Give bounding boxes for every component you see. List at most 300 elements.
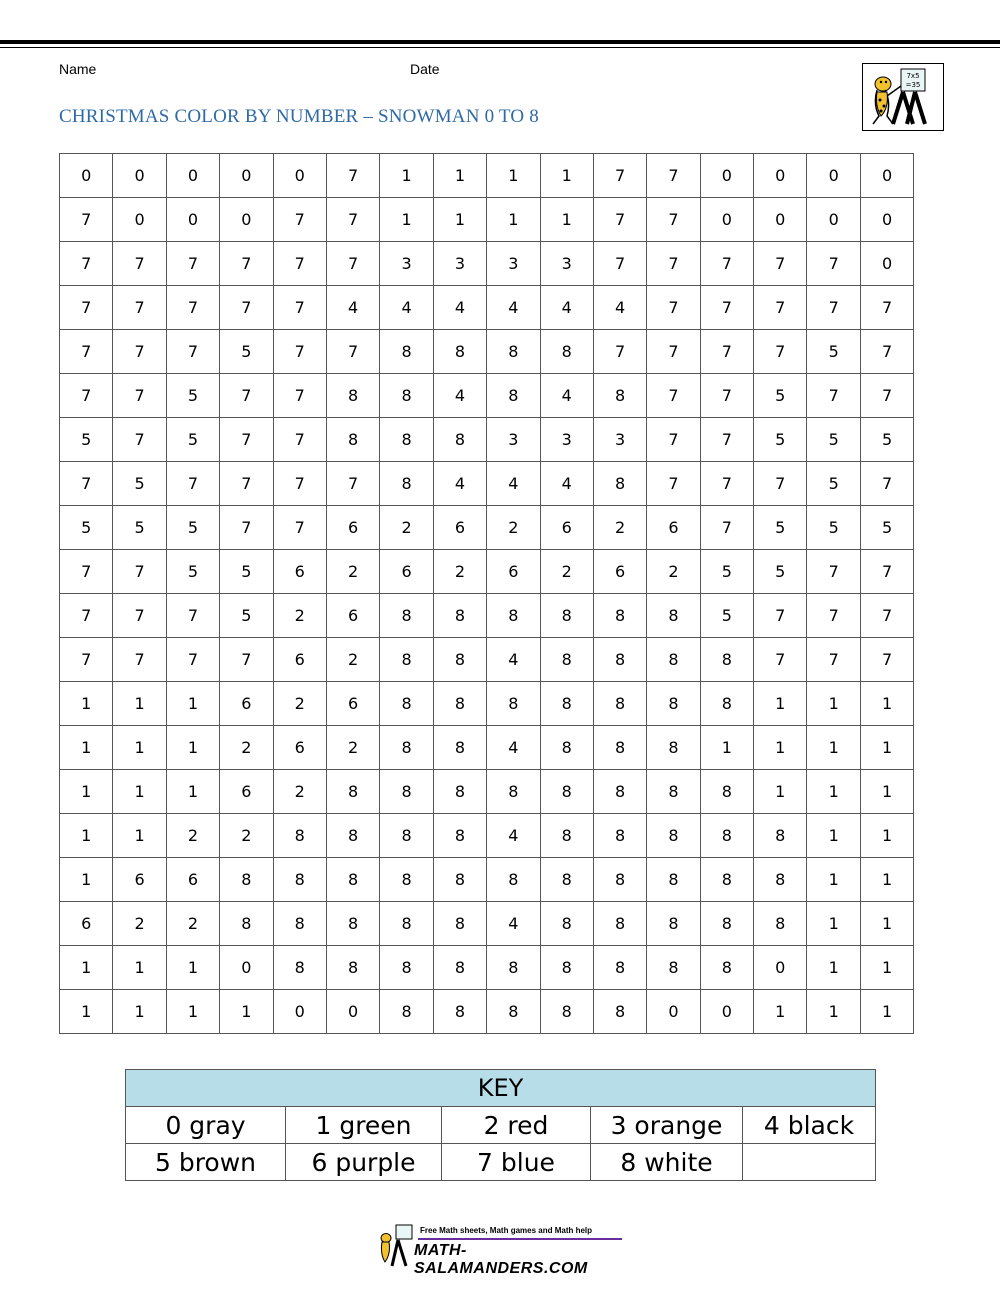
grid-cell[interactable]: 8 [380, 902, 433, 946]
grid-cell[interactable]: 6 [326, 682, 379, 726]
grid-cell[interactable]: 1 [166, 726, 219, 770]
grid-cell[interactable]: 8 [593, 726, 646, 770]
grid-cell[interactable]: 8 [647, 902, 700, 946]
grid-cell[interactable]: 5 [220, 594, 273, 638]
grid-cell[interactable]: 0 [166, 154, 219, 198]
grid-cell[interactable]: 8 [380, 330, 433, 374]
grid-cell[interactable]: 8 [540, 858, 593, 902]
grid-cell[interactable]: 7 [860, 638, 913, 682]
grid-cell[interactable]: 8 [433, 902, 486, 946]
grid-cell[interactable]: 5 [60, 506, 113, 550]
grid-cell[interactable]: 7 [807, 638, 860, 682]
grid-cell[interactable]: 8 [487, 594, 540, 638]
grid-cell[interactable]: 8 [593, 638, 646, 682]
grid-cell[interactable]: 8 [593, 594, 646, 638]
grid-cell[interactable]: 0 [754, 198, 807, 242]
grid-cell[interactable]: 7 [60, 550, 113, 594]
grid-cell[interactable]: 7 [166, 330, 219, 374]
grid-cell[interactable]: 7 [220, 418, 273, 462]
grid-cell[interactable]: 2 [380, 506, 433, 550]
grid-cell[interactable]: 1 [807, 814, 860, 858]
grid-cell[interactable]: 1 [860, 990, 913, 1034]
grid-cell[interactable]: 7 [754, 638, 807, 682]
grid-cell[interactable]: 2 [166, 902, 219, 946]
grid-cell[interactable]: 8 [273, 814, 326, 858]
grid-cell[interactable]: 6 [220, 770, 273, 814]
grid-cell[interactable]: 1 [807, 858, 860, 902]
grid-cell[interactable]: 1 [113, 770, 166, 814]
grid-cell[interactable]: 7 [647, 154, 700, 198]
grid-cell[interactable]: 8 [700, 858, 753, 902]
grid-cell[interactable]: 8 [380, 858, 433, 902]
grid-cell[interactable]: 2 [273, 682, 326, 726]
grid-cell[interactable]: 2 [326, 726, 379, 770]
grid-cell[interactable]: 8 [754, 858, 807, 902]
grid-cell[interactable]: 7 [113, 418, 166, 462]
grid-cell[interactable]: 8 [433, 770, 486, 814]
grid-cell[interactable]: 5 [807, 330, 860, 374]
grid-cell[interactable]: 4 [380, 286, 433, 330]
grid-cell[interactable]: 3 [540, 242, 593, 286]
grid-cell[interactable]: 8 [754, 814, 807, 858]
grid-cell[interactable]: 8 [540, 594, 593, 638]
grid-cell[interactable]: 8 [647, 814, 700, 858]
grid-cell[interactable]: 2 [593, 506, 646, 550]
grid-cell[interactable]: 7 [220, 506, 273, 550]
grid-cell[interactable]: 6 [326, 506, 379, 550]
grid-cell[interactable]: 7 [60, 330, 113, 374]
grid-cell[interactable]: 8 [433, 858, 486, 902]
grid-cell[interactable]: 1 [166, 682, 219, 726]
grid-cell[interactable]: 7 [807, 286, 860, 330]
grid-cell[interactable]: 6 [166, 858, 219, 902]
grid-cell[interactable]: 5 [860, 418, 913, 462]
grid-cell[interactable]: 6 [273, 638, 326, 682]
grid-cell[interactable]: 8 [326, 770, 379, 814]
grid-cell[interactable]: 7 [700, 330, 753, 374]
grid-cell[interactable]: 8 [593, 902, 646, 946]
grid-cell[interactable]: 5 [754, 550, 807, 594]
grid-cell[interactable]: 3 [593, 418, 646, 462]
grid-cell[interactable]: 3 [487, 242, 540, 286]
grid-cell[interactable]: 1 [860, 946, 913, 990]
grid-cell[interactable]: 7 [754, 462, 807, 506]
grid-cell[interactable]: 5 [807, 418, 860, 462]
grid-cell[interactable]: 8 [700, 682, 753, 726]
grid-cell[interactable]: 7 [326, 198, 379, 242]
grid-cell[interactable]: 7 [273, 242, 326, 286]
grid-cell[interactable]: 5 [60, 418, 113, 462]
grid-cell[interactable]: 1 [166, 990, 219, 1034]
grid-cell[interactable]: 8 [593, 374, 646, 418]
grid-cell[interactable]: 8 [380, 594, 433, 638]
grid-cell[interactable]: 8 [433, 814, 486, 858]
grid-cell[interactable]: 8 [593, 858, 646, 902]
grid-cell[interactable]: 6 [433, 506, 486, 550]
grid-cell[interactable]: 2 [326, 550, 379, 594]
grid-cell[interactable]: 5 [113, 506, 166, 550]
grid-cell[interactable]: 6 [113, 858, 166, 902]
grid-cell[interactable]: 0 [860, 154, 913, 198]
grid-cell[interactable]: 1 [60, 858, 113, 902]
grid-cell[interactable]: 8 [380, 638, 433, 682]
grid-cell[interactable]: 8 [380, 726, 433, 770]
grid-cell[interactable]: 8 [700, 770, 753, 814]
grid-cell[interactable]: 7 [60, 638, 113, 682]
grid-cell[interactable]: 1 [860, 902, 913, 946]
grid-cell[interactable]: 8 [540, 726, 593, 770]
grid-cell[interactable]: 7 [807, 594, 860, 638]
grid-cell[interactable]: 1 [60, 726, 113, 770]
grid-cell[interactable]: 7 [647, 198, 700, 242]
grid-cell[interactable]: 1 [113, 726, 166, 770]
grid-cell[interactable]: 1 [807, 726, 860, 770]
grid-cell[interactable]: 1 [220, 990, 273, 1034]
grid-cell[interactable]: 7 [113, 242, 166, 286]
grid-cell[interactable]: 7 [220, 374, 273, 418]
grid-cell[interactable]: 8 [380, 946, 433, 990]
grid-cell[interactable]: 5 [860, 506, 913, 550]
grid-cell[interactable]: 6 [60, 902, 113, 946]
grid-cell[interactable]: 8 [326, 814, 379, 858]
grid-cell[interactable]: 7 [273, 462, 326, 506]
grid-cell[interactable]: 0 [807, 154, 860, 198]
grid-cell[interactable]: 0 [113, 198, 166, 242]
grid-cell[interactable]: 7 [60, 374, 113, 418]
grid-cell[interactable]: 7 [593, 154, 646, 198]
grid-cell[interactable]: 7 [593, 198, 646, 242]
grid-cell[interactable]: 0 [700, 990, 753, 1034]
grid-cell[interactable]: 0 [113, 154, 166, 198]
grid-cell[interactable]: 8 [487, 770, 540, 814]
grid-cell[interactable]: 8 [380, 462, 433, 506]
grid-cell[interactable]: 8 [220, 858, 273, 902]
grid-cell[interactable]: 4 [540, 374, 593, 418]
grid-cell[interactable]: 7 [113, 638, 166, 682]
grid-cell[interactable]: 2 [273, 594, 326, 638]
grid-cell[interactable]: 7 [647, 374, 700, 418]
grid-cell[interactable]: 8 [540, 814, 593, 858]
grid-cell[interactable]: 0 [326, 990, 379, 1034]
grid-cell[interactable]: 8 [433, 418, 486, 462]
grid-cell[interactable]: 7 [60, 198, 113, 242]
grid-cell[interactable]: 7 [326, 154, 379, 198]
grid-cell[interactable]: 7 [166, 462, 219, 506]
grid-cell[interactable]: 7 [273, 198, 326, 242]
grid-cell[interactable]: 5 [700, 550, 753, 594]
grid-cell[interactable]: 0 [220, 154, 273, 198]
grid-cell[interactable]: 7 [273, 418, 326, 462]
grid-cell[interactable]: 7 [754, 330, 807, 374]
grid-cell[interactable]: 1 [113, 946, 166, 990]
grid-cell[interactable]: 5 [166, 418, 219, 462]
grid-cell[interactable]: 7 [700, 374, 753, 418]
grid-cell[interactable]: 8 [487, 858, 540, 902]
grid-cell[interactable]: 4 [487, 638, 540, 682]
grid-cell[interactable]: 8 [487, 682, 540, 726]
grid-cell[interactable]: 1 [433, 154, 486, 198]
grid-cell[interactable]: 7 [860, 374, 913, 418]
grid-cell[interactable]: 7 [60, 286, 113, 330]
grid-cell[interactable]: 7 [60, 242, 113, 286]
grid-cell[interactable]: 8 [433, 726, 486, 770]
grid-cell[interactable]: 8 [487, 330, 540, 374]
grid-cell[interactable]: 1 [166, 946, 219, 990]
grid-cell[interactable]: 8 [540, 682, 593, 726]
grid-cell[interactable]: 0 [700, 154, 753, 198]
grid-cell[interactable]: 8 [487, 374, 540, 418]
grid-cell[interactable]: 8 [593, 990, 646, 1034]
grid-cell[interactable]: 0 [273, 990, 326, 1034]
grid-cell[interactable]: 4 [433, 374, 486, 418]
grid-cell[interactable]: 0 [647, 990, 700, 1034]
grid-cell[interactable]: 4 [487, 902, 540, 946]
grid-cell[interactable]: 8 [700, 946, 753, 990]
grid-cell[interactable]: 8 [540, 946, 593, 990]
grid-cell[interactable]: 7 [220, 462, 273, 506]
grid-cell[interactable]: 7 [166, 242, 219, 286]
grid-cell[interactable]: 7 [647, 242, 700, 286]
grid-cell[interactable]: 8 [273, 946, 326, 990]
grid-cell[interactable]: 2 [540, 550, 593, 594]
grid-cell[interactable]: 7 [754, 594, 807, 638]
grid-cell[interactable]: 8 [593, 462, 646, 506]
grid-cell[interactable]: 7 [166, 594, 219, 638]
grid-cell[interactable]: 1 [860, 726, 913, 770]
grid-cell[interactable]: 8 [647, 638, 700, 682]
grid-cell[interactable]: 8 [593, 946, 646, 990]
grid-cell[interactable]: 7 [807, 374, 860, 418]
grid-cell[interactable]: 2 [220, 814, 273, 858]
grid-cell[interactable]: 1 [754, 682, 807, 726]
grid-cell[interactable]: 2 [647, 550, 700, 594]
grid-cell[interactable]: 8 [220, 902, 273, 946]
grid-cell[interactable]: 8 [326, 374, 379, 418]
grid-cell[interactable]: 7 [113, 374, 166, 418]
grid-cell[interactable]: 8 [380, 990, 433, 1034]
grid-cell[interactable]: 1 [807, 990, 860, 1034]
grid-cell[interactable]: 7 [166, 638, 219, 682]
grid-cell[interactable]: 8 [647, 858, 700, 902]
grid-cell[interactable]: 7 [273, 506, 326, 550]
grid-cell[interactable]: 1 [380, 198, 433, 242]
grid-cell[interactable]: 1 [754, 990, 807, 1034]
grid-cell[interactable]: 7 [807, 550, 860, 594]
grid-cell[interactable]: 8 [593, 682, 646, 726]
grid-cell[interactable]: 1 [487, 154, 540, 198]
grid-cell[interactable]: 4 [487, 814, 540, 858]
grid-cell[interactable]: 1 [60, 990, 113, 1034]
grid-cell[interactable]: 1 [433, 198, 486, 242]
grid-cell[interactable]: 5 [166, 374, 219, 418]
grid-cell[interactable]: 7 [593, 242, 646, 286]
grid-cell[interactable]: 7 [273, 330, 326, 374]
grid-cell[interactable]: 7 [113, 286, 166, 330]
grid-cell[interactable]: 8 [647, 946, 700, 990]
grid-cell[interactable]: 8 [593, 814, 646, 858]
grid-cell[interactable]: 7 [647, 286, 700, 330]
grid-cell[interactable]: 5 [220, 550, 273, 594]
grid-cell[interactable]: 6 [487, 550, 540, 594]
grid-cell[interactable]: 5 [754, 506, 807, 550]
grid-cell[interactable]: 0 [860, 198, 913, 242]
grid-cell[interactable]: 1 [700, 726, 753, 770]
grid-cell[interactable]: 8 [273, 858, 326, 902]
grid-cell[interactable]: 8 [380, 682, 433, 726]
grid-cell[interactable]: 6 [273, 726, 326, 770]
grid-cell[interactable]: 4 [540, 462, 593, 506]
grid-cell[interactable]: 2 [326, 638, 379, 682]
grid-cell[interactable]: 7 [326, 242, 379, 286]
grid-cell[interactable]: 8 [647, 770, 700, 814]
grid-cell[interactable]: 0 [807, 198, 860, 242]
grid-cell[interactable]: 1 [860, 858, 913, 902]
grid-cell[interactable]: 8 [540, 638, 593, 682]
grid-cell[interactable]: 0 [754, 946, 807, 990]
grid-cell[interactable]: 8 [754, 902, 807, 946]
grid-cell[interactable]: 2 [220, 726, 273, 770]
grid-cell[interactable]: 1 [860, 682, 913, 726]
grid-cell[interactable]: 0 [220, 198, 273, 242]
grid-cell[interactable]: 3 [540, 418, 593, 462]
grid-cell[interactable]: 1 [380, 154, 433, 198]
grid-cell[interactable]: 8 [647, 682, 700, 726]
grid-cell[interactable]: 5 [807, 462, 860, 506]
grid-cell[interactable]: 7 [647, 462, 700, 506]
grid-cell[interactable]: 1 [860, 814, 913, 858]
grid-cell[interactable]: 7 [273, 374, 326, 418]
grid-cell[interactable]: 8 [647, 594, 700, 638]
grid-cell[interactable]: 4 [540, 286, 593, 330]
grid-cell[interactable]: 7 [754, 286, 807, 330]
grid-cell[interactable]: 2 [166, 814, 219, 858]
grid-cell[interactable]: 8 [433, 330, 486, 374]
grid-cell[interactable]: 1 [540, 154, 593, 198]
grid-cell[interactable]: 8 [700, 814, 753, 858]
grid-cell[interactable]: 4 [326, 286, 379, 330]
grid-cell[interactable]: 7 [807, 242, 860, 286]
grid-cell[interactable]: 2 [433, 550, 486, 594]
grid-cell[interactable]: 4 [487, 286, 540, 330]
grid-cell[interactable]: 0 [166, 198, 219, 242]
grid-cell[interactable]: 8 [273, 902, 326, 946]
grid-cell[interactable]: 8 [487, 946, 540, 990]
grid-cell[interactable]: 7 [273, 286, 326, 330]
grid-cell[interactable]: 6 [220, 682, 273, 726]
grid-cell[interactable]: 8 [433, 990, 486, 1034]
grid-cell[interactable]: 1 [113, 682, 166, 726]
grid-cell[interactable]: 0 [700, 198, 753, 242]
grid-cell[interactable]: 1 [807, 682, 860, 726]
grid-cell[interactable]: 7 [700, 418, 753, 462]
grid-cell[interactable]: 7 [860, 286, 913, 330]
grid-cell[interactable]: 4 [487, 726, 540, 770]
grid-cell[interactable]: 7 [647, 330, 700, 374]
grid-cell[interactable]: 0 [220, 946, 273, 990]
grid-cell[interactable]: 1 [60, 682, 113, 726]
grid-cell[interactable]: 7 [860, 462, 913, 506]
grid-cell[interactable]: 0 [60, 154, 113, 198]
grid-cell[interactable]: 5 [700, 594, 753, 638]
grid-cell[interactable]: 1 [754, 726, 807, 770]
grid-cell[interactable]: 4 [593, 286, 646, 330]
grid-cell[interactable]: 5 [754, 418, 807, 462]
grid-cell[interactable]: 8 [540, 990, 593, 1034]
grid-cell[interactable]: 6 [540, 506, 593, 550]
grid-cell[interactable]: 7 [326, 330, 379, 374]
grid-cell[interactable]: 7 [166, 286, 219, 330]
grid-cell[interactable]: 6 [273, 550, 326, 594]
grid-cell[interactable]: 7 [700, 242, 753, 286]
grid-cell[interactable]: 7 [113, 550, 166, 594]
grid-cell[interactable]: 0 [273, 154, 326, 198]
grid-cell[interactable]: 7 [60, 594, 113, 638]
grid-cell[interactable]: 4 [487, 462, 540, 506]
grid-cell[interactable]: 3 [380, 242, 433, 286]
grid-cell[interactable]: 3 [433, 242, 486, 286]
grid-cell[interactable]: 2 [273, 770, 326, 814]
grid-cell[interactable]: 7 [113, 594, 166, 638]
grid-cell[interactable]: 8 [326, 858, 379, 902]
grid-cell[interactable]: 2 [113, 902, 166, 946]
grid-cell[interactable]: 4 [433, 462, 486, 506]
grid-cell[interactable]: 8 [326, 418, 379, 462]
grid-cell[interactable]: 7 [220, 242, 273, 286]
grid-cell[interactable]: 6 [380, 550, 433, 594]
grid-cell[interactable]: 7 [860, 330, 913, 374]
grid-cell[interactable]: 1 [807, 946, 860, 990]
grid-cell[interactable]: 1 [540, 198, 593, 242]
grid-cell[interactable]: 8 [487, 990, 540, 1034]
grid-cell[interactable]: 7 [647, 418, 700, 462]
grid-cell[interactable]: 5 [166, 506, 219, 550]
grid-cell[interactable]: 7 [860, 550, 913, 594]
grid-cell[interactable]: 5 [754, 374, 807, 418]
grid-cell[interactable]: 1 [60, 770, 113, 814]
grid-cell[interactable]: 1 [60, 814, 113, 858]
grid-cell[interactable]: 1 [60, 946, 113, 990]
grid-cell[interactable]: 8 [700, 902, 753, 946]
grid-cell[interactable]: 8 [540, 330, 593, 374]
grid-cell[interactable]: 1 [807, 770, 860, 814]
grid-cell[interactable]: 7 [220, 286, 273, 330]
grid-cell[interactable]: 7 [220, 638, 273, 682]
grid-cell[interactable]: 5 [166, 550, 219, 594]
grid-cell[interactable]: 1 [487, 198, 540, 242]
grid-cell[interactable]: 1 [113, 990, 166, 1034]
grid-cell[interactable]: 1 [113, 814, 166, 858]
grid-cell[interactable]: 8 [380, 814, 433, 858]
grid-cell[interactable]: 0 [754, 154, 807, 198]
grid-cell[interactable]: 0 [860, 242, 913, 286]
grid-cell[interactable]: 7 [326, 462, 379, 506]
grid-cell[interactable]: 8 [540, 770, 593, 814]
grid-cell[interactable]: 7 [60, 462, 113, 506]
grid-cell[interactable]: 6 [326, 594, 379, 638]
grid-cell[interactable]: 8 [326, 946, 379, 990]
grid-cell[interactable]: 5 [220, 330, 273, 374]
grid-cell[interactable]: 8 [433, 594, 486, 638]
grid-cell[interactable]: 1 [860, 770, 913, 814]
grid-cell[interactable]: 6 [647, 506, 700, 550]
grid-cell[interactable]: 8 [647, 726, 700, 770]
grid-cell[interactable]: 5 [807, 506, 860, 550]
grid-cell[interactable]: 7 [700, 286, 753, 330]
grid-cell[interactable]: 1 [807, 902, 860, 946]
grid-cell[interactable]: 4 [433, 286, 486, 330]
grid-cell[interactable]: 8 [700, 638, 753, 682]
grid-cell[interactable]: 8 [380, 770, 433, 814]
